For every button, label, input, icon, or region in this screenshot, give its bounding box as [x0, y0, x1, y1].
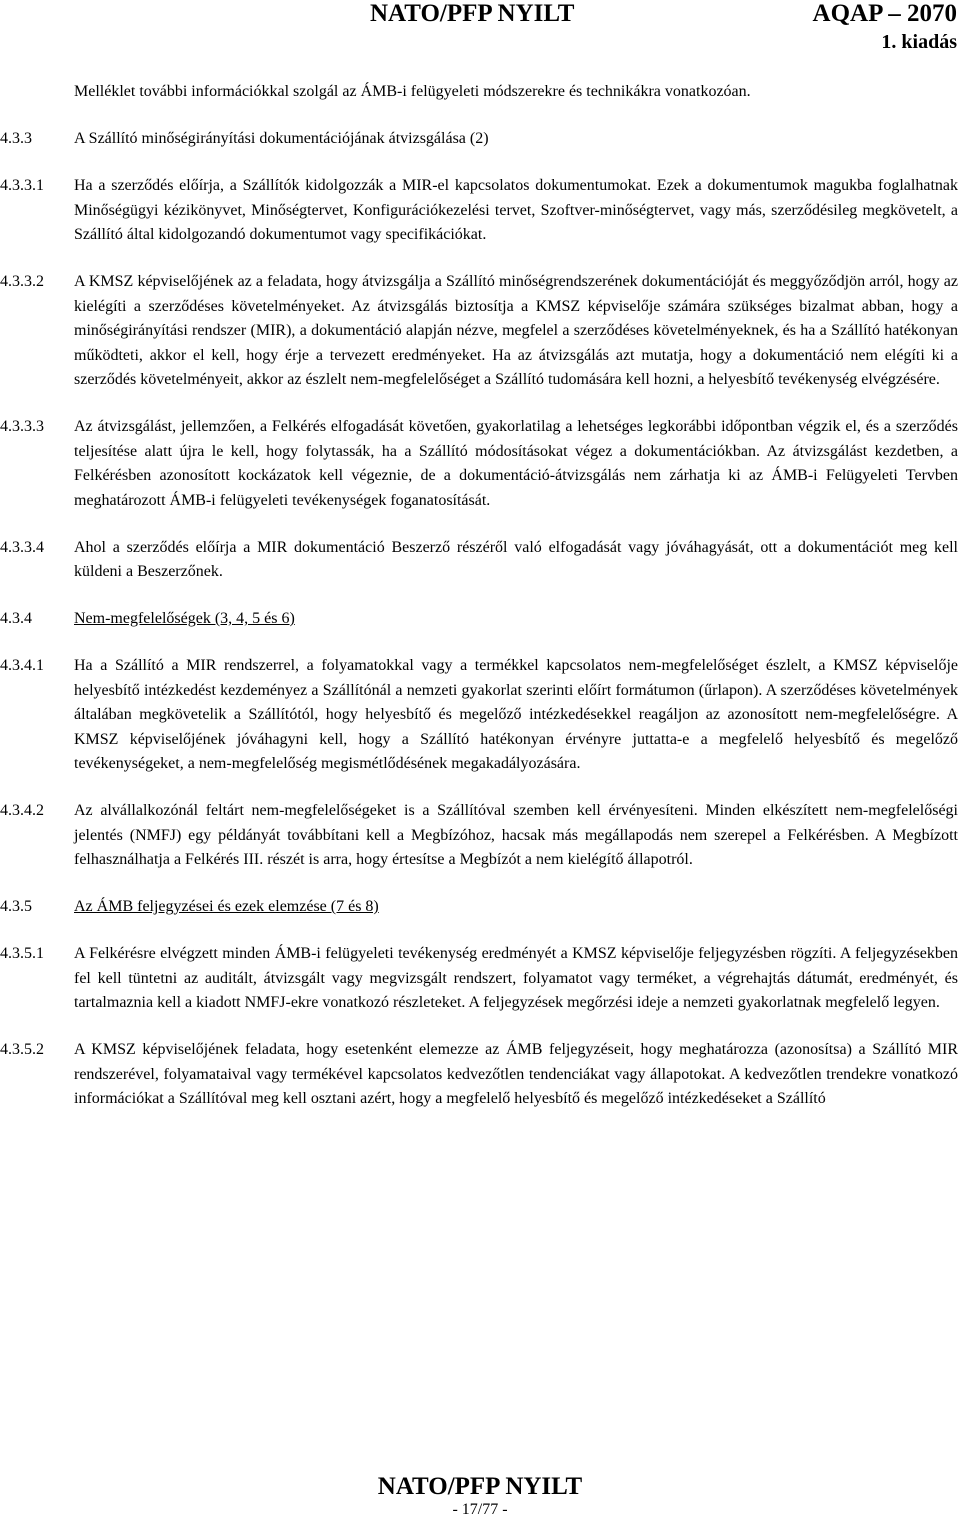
section-number: 4.3.5 [0, 898, 32, 915]
paragraph-text: Az alvállalkozónál feltárt nem-megfelelőségeket is a Szállítóval szemben kell érvényesíteni. Minden elkészített nem-megfelelőségi jelentés (NMFJ) egy példányát továbbítani kell a Megbízóhoz, hacsak más megállapodás nem szerepel a Felkérésben. A Megbízott felhasználhatja a Felkérés III. részét is arra, hogy értesítse a Megbízót a nem kielégítő állapotról. [74, 802, 958, 868]
paragraph-number: 4.3.4.1 [0, 657, 44, 674]
paragraph-text: A Felkérésre elvégzett minden ÁMB-i felügyeleti tevékenység eredményét a KMSZ képviselője feljegyzésben rögzíti. A feljegyzésekben fel kell tüntetni az auditált, átvizsgált vagy megvizsgált rendszert, folyamatot vagy terméket, a végrehajtás dátumát, eredményét, és tartalmaznia kell a kiadott NMFJ-ekre vonatkozó részleteket. A feljegyzések megőrzési ideje a nemzeti gyakorlatnak megfelelő legyen. [74, 945, 958, 1011]
paragraph-number: 4.3.3.1 [0, 177, 44, 194]
paragraph-number: 4.3.3.3 [0, 418, 44, 435]
page-number: - 17/77 - [452, 1501, 508, 1518]
section-4-3-5-heading [0, 895, 958, 920]
section-number: 4.3.4 [0, 610, 32, 627]
section-heading: Nem-megfelelőségek (3, 4, 5 és 6) [74, 610, 295, 627]
section-4-3-4-heading [0, 607, 958, 632]
section-heading: Az ÁMB feljegyzései és ezek elemzése (7 és 8) [74, 898, 379, 915]
paragraph-text: Ha a Szállító a MIR rendszerrel, a folyamatokkal vagy a termékkel kapcsolatos nem-megfelelőséget észlelt, a KMSZ képviselője helyesbítő intézkedést kezdeményez a Szállítónál a nemzeti gyakorlat szerinti előírt formátumon (űrlapon). A szerződéses követelmények általában megkövetelik a Szállítótól, hogy helyesbítő és megelőző intézkedésekkel reagáljon az azonosított nem-megfelelőségre. A KMSZ képviselőjének jóváhagyni kell, hogy a Szállító hatékonyan érvényre juttatta-e a megfelelő helyesbítő és megelőző tevékenységeket, a nem-megfelelőség megismétlődésének megakadályozására. [74, 657, 958, 772]
paragraph-4-3-4-2 [0, 799, 958, 873]
paragraph-text: A KMSZ képviselőjének feladata, hogy esetenként elemezze az ÁMB feljegyzéseit, hogy meghatározza (azonosítsa) a Szállító MIR rendszerével, folyamataival vagy termékével kapcsolatos kedvezőtlen tendenciákat vagy állapotokat. A kedvezőtlen trendekre vonatkozó információkat a Szállítóval meg kell osztani azért, hogy a megfelelő helyesbítő és megelőző intézkedéseket a Szállító [74, 1041, 958, 1107]
paragraph-number: 4.3.4.2 [0, 802, 44, 819]
paragraph-4-3-3-2 [0, 270, 958, 393]
paragraph-number: 4.3.3.4 [0, 538, 44, 556]
paragraph-4-3-3-4 [0, 536, 958, 585]
document-body [0, 80, 958, 1134]
paragraph-text: Ha a szerződés előírja, a Szállítók kidolgozzák a MIR-el kapcsolatos dokumentumokat. Ezek a dokumentumok magukba foglalhatnak Minőségügyi kézikönyvet, Minőségtervet, Konfigurációkezelési tervet, Szoftver-minőségtervet, vagy más, szerződésileg megkövetelt, a Szállító által kidolgozandó dokumentumot vagy specifikációkat. [74, 177, 958, 243]
header-edition: 1. kiadás [881, 31, 957, 53]
paragraph-4-3-5-1 [0, 942, 958, 1016]
intro-paragraph: Melléklet további információkkal szolgál az ÁMB-i felügyeleti módszerekre és technikákra vonatkozóan. [74, 83, 751, 100]
paragraph-4-3-3-1 [0, 174, 958, 248]
footer-classification: NATO/PFP NYILT [377, 1473, 583, 1500]
header-document-number: AQAP – 2070 [812, 0, 957, 27]
paragraph-number: 4.3.3.2 [0, 273, 44, 290]
paragraph-number: 4.3.5.1 [0, 945, 44, 962]
section-number: 4.3.3 [0, 130, 32, 147]
paragraph-4-3-5-2 [0, 1038, 958, 1112]
paragraph-4-3-3-3 [0, 415, 958, 513]
paragraph-text: Az átvizsgálást, jellemzően, a Felkérés elfogadását követően, gyakorlatilag a lehetséges legkorábbi időpontban végzik el, és a szerződés teljesítése alatt újra le kell, hogy folytassák, ha a Szállító módosításokat végez a dokumentációkban. Az átvizsgálást kezdetben, a Felkérésben azonosított kockázatok kell végeznie, de a dokumentáció-átvizsgálás nem zárhatja ki az ÁMB-i Felügyeleti Tervben meghatározott ÁMB-i felügyeleti tevékenységek foganatosítását. [74, 418, 958, 509]
header-classification: NATO/PFP NYILT [370, 0, 575, 27]
paragraph-text: Ahol a szerződés előírja a MIR dokumentáció Beszerző részéről való elfogadását vagy jóváhagyását, ott a dokumentációt meg kell küldeni a Beszerzőnek. [74, 538, 958, 580]
section-heading: A Szállító minőségirányítási dokumentációjának átvizsgálása (2) [74, 130, 489, 147]
section-4-3-3-heading [0, 127, 958, 152]
paragraph-number: 4.3.5.2 [0, 1041, 44, 1058]
paragraph-text: A KMSZ képviselőjének az a feladata, hogy átvizsgálja a Szállító minőségrendszerének dokumentációját és meggyőződjön arról, hogy az kielégíti a szerződéses követelményeket. Az átvizsgálás biztosítja a KMSZ képviselője számára szükséges bizalmat abban, hogy a minőségirányítási rendszer (MIR), a dokumentáció alapján nézve, megfelel a szerződéses követelményeknek, és ha a Szállító hatékonyan működteti, akkor el kell, hogy érje a tervezett eredményeket. Ha az átvizsgálás azt mutatja, hogy a dokumentáció nem elégíti ki a szerződés követelményeit, akkor az észlelt nem-megfelelőséget a Szállító tudomására kell hozni, a helyesbítő tevékenység elvégzésére. [74, 273, 958, 388]
paragraph-4-3-4-1 [0, 654, 958, 777]
